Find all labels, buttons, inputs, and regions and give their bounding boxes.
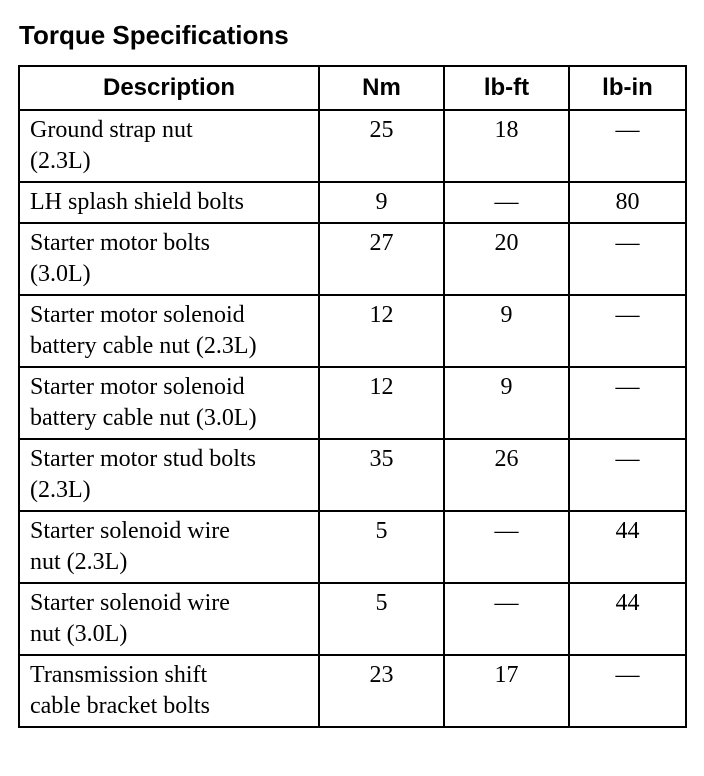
description-line: Starter motor stud bolts (30, 446, 256, 472)
lb-ft-cell: 17 (444, 655, 569, 727)
nm-cell: 23 (319, 655, 444, 727)
table-row (19, 583, 686, 655)
table-row (19, 223, 686, 295)
lb-ft-cell: — (444, 182, 569, 223)
lb-in-cell: — (569, 655, 686, 727)
lb-ft-cell: 20 (444, 223, 569, 295)
table-row (19, 367, 686, 439)
table-row (19, 511, 686, 583)
description-cell (19, 583, 319, 655)
lb-in-cell: — (569, 295, 686, 367)
nm-cell: 5 (319, 511, 444, 583)
description-line: Starter solenoid wire (30, 518, 230, 544)
description-line: LH splash shield bolts (30, 189, 244, 215)
column-header-lb-in: lb-in (569, 66, 686, 110)
description-line: Starter motor solenoid (30, 302, 245, 328)
table-row (19, 439, 686, 511)
nm-cell: 12 (319, 295, 444, 367)
lb-ft-cell: — (444, 511, 569, 583)
description-line: Starter motor solenoid (30, 374, 245, 400)
description-line: Ground strap nut (30, 117, 193, 143)
description-cell (19, 511, 319, 583)
description-line: (2.3L) (30, 477, 91, 503)
description-line: battery cable nut (3.0L) (30, 405, 257, 431)
description-cell (19, 182, 319, 223)
nm-cell: 35 (319, 439, 444, 511)
column-header-nm: Nm (319, 66, 444, 110)
table-row (19, 655, 686, 727)
lb-ft-cell: 9 (444, 295, 569, 367)
table-row (19, 110, 686, 182)
nm-cell: 12 (319, 367, 444, 439)
lb-in-cell: — (569, 223, 686, 295)
torque-spec-table (18, 65, 687, 728)
lb-in-cell: — (569, 110, 686, 182)
lb-in-cell: 80 (569, 182, 686, 223)
description-cell (19, 367, 319, 439)
description-line: battery cable nut (2.3L) (30, 333, 257, 359)
column-header-lb-ft: lb-ft (444, 66, 569, 110)
nm-cell: 25 (319, 110, 444, 182)
table-row (19, 182, 686, 223)
description-line: Starter solenoid wire (30, 590, 230, 616)
lb-in-cell: 44 (569, 511, 686, 583)
lb-ft-cell: 26 (444, 439, 569, 511)
description-cell (19, 223, 319, 295)
description-cell (19, 439, 319, 511)
description-line: (3.0L) (30, 261, 91, 287)
lb-in-cell: — (569, 439, 686, 511)
header-row (19, 66, 686, 110)
description-cell (19, 655, 319, 727)
lb-in-cell: 44 (569, 583, 686, 655)
description-line: Transmission shift (30, 662, 208, 688)
nm-cell: 5 (319, 583, 444, 655)
nm-cell: 9 (319, 182, 444, 223)
column-header-description: Description (19, 66, 319, 110)
lb-ft-cell: 9 (444, 367, 569, 439)
description-line: cable bracket bolts (30, 693, 210, 719)
description-line: (2.3L) (30, 148, 91, 174)
lb-ft-cell: 18 (444, 110, 569, 182)
description-line: nut (2.3L) (30, 549, 128, 575)
description-cell (19, 110, 319, 182)
lb-ft-cell: — (444, 583, 569, 655)
page-title: Torque Specifications (19, 20, 289, 50)
description-cell (19, 295, 319, 367)
lb-in-cell: — (569, 367, 686, 439)
nm-cell: 27 (319, 223, 444, 295)
description-line: nut (3.0L) (30, 621, 128, 647)
description-line: Starter motor bolts (30, 230, 210, 256)
table-row (19, 295, 686, 367)
